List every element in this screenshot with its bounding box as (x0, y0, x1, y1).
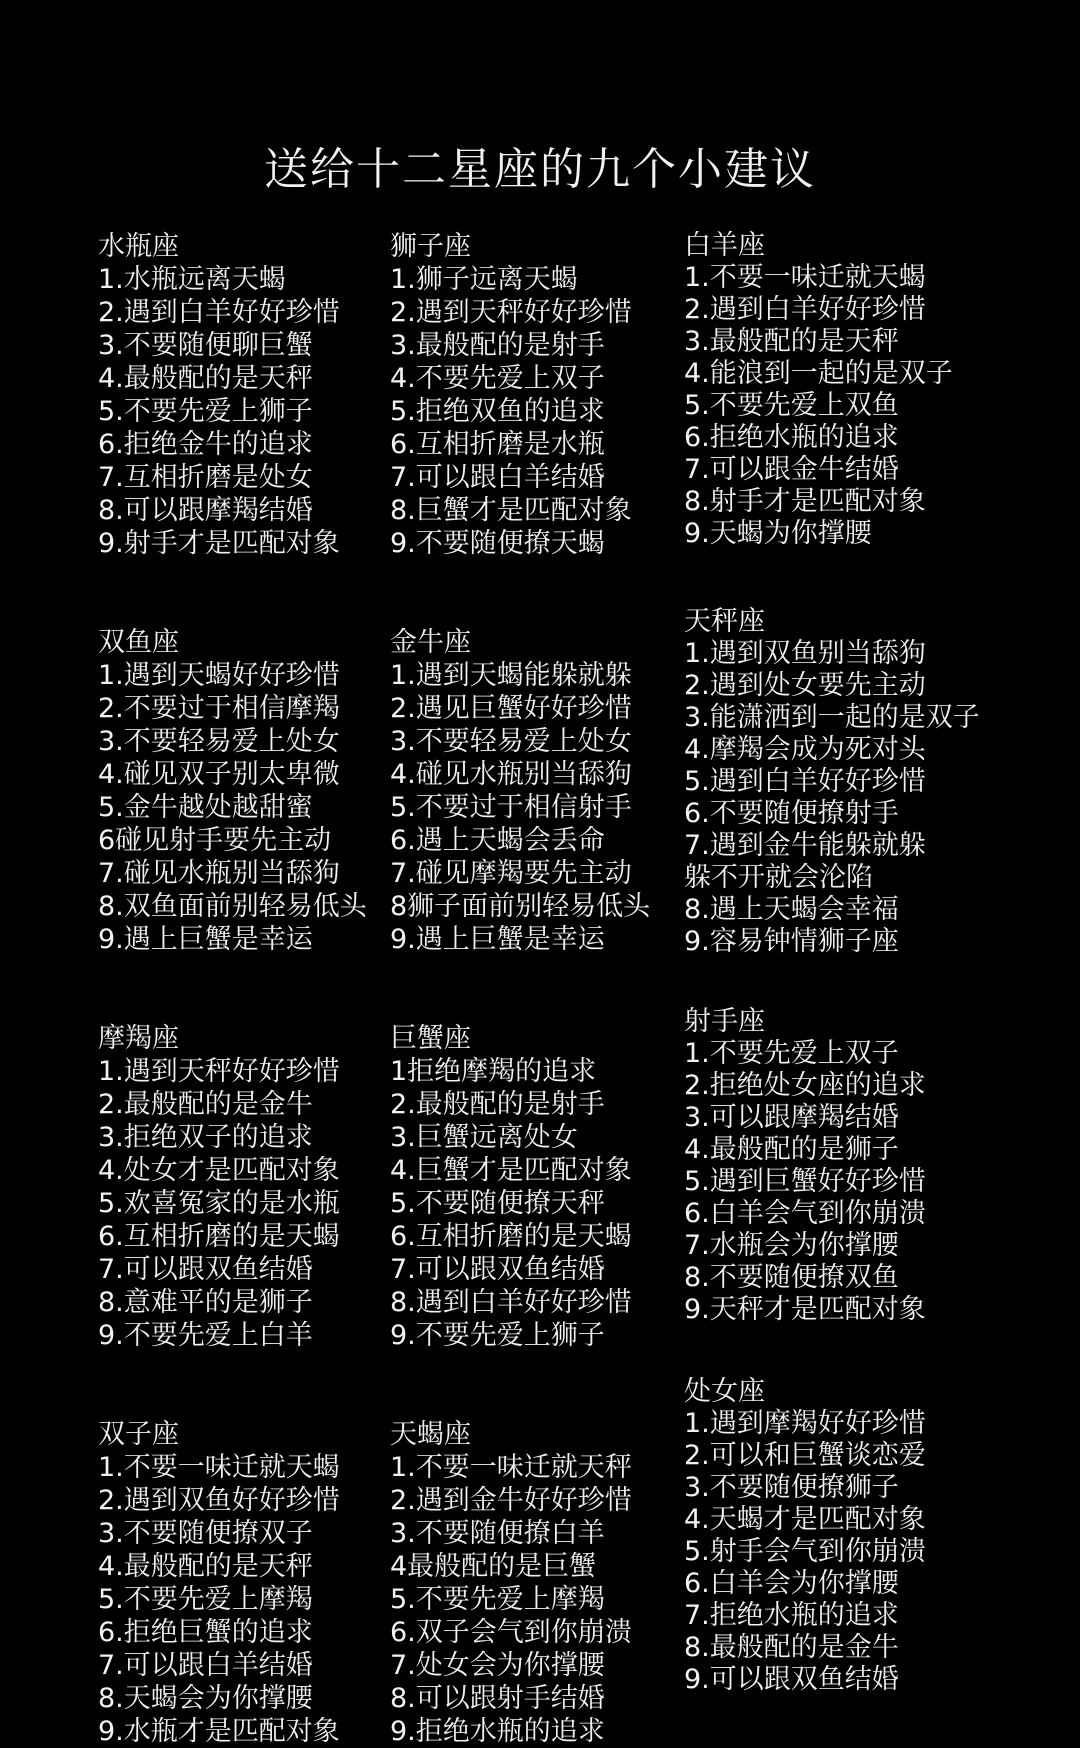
tip-item: 8.巨蟹才是匹配对象 (390, 495, 632, 526)
tip-item: 3.不要轻易爱上处女 (390, 726, 632, 757)
zodiac-block (684, 1376, 980, 1696)
zodiac-block (98, 626, 367, 956)
zodiac-name: 金牛座 (390, 627, 471, 658)
tip-item: 2.遇到天秤好好珍惜 (390, 297, 632, 328)
tip-item: 4.巨蟹才是匹配对象 (390, 1155, 632, 1186)
zodiac-name: 白羊座 (684, 230, 765, 261)
tip-item: 1.遇到摩羯好好珍惜 (684, 1408, 926, 1439)
tip-item: 5.金牛越处越甜蜜 (98, 792, 313, 823)
zodiac-name: 天蝎座 (390, 1419, 471, 1450)
tip-item: 6.拒绝水瓶的追求 (684, 422, 899, 453)
tip-item: 7.遇到金牛能躲就躲 (684, 830, 926, 861)
tip-item: 5.遇到白羊好好珍惜 (684, 766, 926, 797)
tip-item: 7.水瓶会为你撑腰 (684, 1230, 899, 1261)
tip-item: 6.白羊会为你撑腰 (684, 1568, 899, 1599)
tip-item: 8.射手才是匹配对象 (684, 486, 926, 517)
tip-item: 8.不要随便撩双鱼 (684, 1262, 899, 1293)
tip-item: 5.不要先爱上摩羯 (390, 1584, 605, 1615)
tip-item: 5.射手会气到你崩溃 (684, 1536, 926, 1567)
zodiac-block (390, 626, 650, 956)
tip-item: 5.不要先爱上双鱼 (684, 390, 899, 421)
tip-item: 6.互相折磨的是天蝎 (390, 1221, 632, 1252)
tip-item: 7.处女会为你撑腰 (390, 1650, 605, 1681)
tip-item: 4.最般配的是狮子 (684, 1134, 899, 1165)
tip-item: 5.遇到巨蟹好好珍惜 (684, 1166, 926, 1197)
zodiac-block (684, 606, 980, 958)
tip-item: 2.遇到白羊好好珍惜 (98, 297, 340, 328)
tip-item: 6.拒绝巨蟹的追求 (98, 1617, 313, 1648)
tip-item: 1.不要先爱上双子 (684, 1038, 899, 1069)
tip-item: 3.可以跟摩羯结婚 (684, 1102, 899, 1133)
tip-item: 8.可以跟摩羯结婚 (98, 495, 313, 526)
tip-item: 7.碰见摩羯要先主动 (390, 858, 632, 889)
tip-item: 9.天蝎为你撑腰 (684, 518, 872, 549)
tip-item: 5.不要先爱上摩羯 (98, 1584, 313, 1615)
tip-item: 2.遇到白羊好好珍惜 (684, 294, 926, 325)
tip-item: 2.最般配的是射手 (390, 1089, 605, 1120)
tip-item: 8.遇上天蝎会幸福 (684, 894, 899, 925)
tip-item: 8.天蝎会为你撑腰 (98, 1683, 313, 1714)
tip-item: 7.互相折磨是处女 (98, 462, 313, 493)
tip-item: 4.能浪到一起的是双子 (684, 358, 953, 389)
column-2 (390, 230, 650, 1748)
tip-item: 5.不要过于相信射手 (390, 792, 632, 823)
zodiac-name: 双鱼座 (98, 627, 179, 658)
tip-item: 8.可以跟射手结婚 (390, 1683, 605, 1714)
tip-item: 3.能潇洒到一起的是双子 (684, 702, 980, 733)
tip-item: 5.不要先爱上狮子 (98, 396, 313, 427)
tip-item: 4.碰见双子别太卑微 (98, 759, 340, 790)
tip-item: 2.不要过于相信摩羯 (98, 693, 340, 724)
tip-item: 6.互相折磨的是天蝎 (98, 1221, 340, 1252)
tip-item: 3.不要随便撩双子 (98, 1518, 313, 1549)
tip-item: 4.天蝎才是匹配对象 (684, 1504, 926, 1535)
tip-item: 6.拒绝金牛的追求 (98, 429, 313, 460)
zodiac-block (684, 1006, 980, 1326)
tip-item: 4最般配的是巨蟹 (390, 1551, 597, 1582)
tip-item: 1.水瓶远离天蝎 (98, 264, 286, 295)
tip-item: 2.遇见巨蟹好好珍惜 (390, 693, 632, 724)
tip-item: 6.互相折磨是水瓶 (390, 429, 605, 460)
tip-item: 7.碰见水瓶别当舔狗 (98, 858, 340, 889)
tip-item: 2.可以和巨蟹谈恋爱 (684, 1440, 926, 1471)
tip-item: 4.摩羯会成为死对头 (684, 734, 926, 765)
zodiac-block (98, 1022, 367, 1352)
tip-item: 3.最般配的是射手 (390, 330, 605, 361)
tip-item: 4.最般配的是天秤 (98, 363, 313, 394)
tip-item: 2.遇到处女要先主动 (684, 670, 926, 701)
column-3 (684, 230, 980, 1696)
tip-item: 1.遇到天蝎好好珍惜 (98, 660, 340, 691)
tip-item: 6.白羊会气到你崩溃 (684, 1198, 926, 1229)
tip-item: 7.可以跟金牛结婚 (684, 454, 899, 485)
tip-item: 1拒绝摩羯的追求 (390, 1056, 597, 1087)
tip-item: 1.狮子远离天蝎 (390, 264, 578, 295)
tip-item: 2.遇到金牛好好珍惜 (390, 1485, 632, 1516)
zodiac-name: 摩羯座 (98, 1023, 179, 1054)
zodiac-block (98, 230, 367, 560)
tip-item: 5.欢喜冤家的是水瓶 (98, 1188, 340, 1219)
tip-item: 9.不要随便撩天蝎 (390, 528, 605, 559)
tip-item: 1.不要一味迁就天蝎 (684, 262, 926, 293)
tip-item: 1.遇到天蝎能躲就躲 (390, 660, 632, 691)
tip-item: 5.拒绝双鱼的追求 (390, 396, 605, 427)
tip-item: 6碰见射手要先主动 (98, 825, 332, 856)
tip-item: 2.遇到双鱼好好珍惜 (98, 1485, 340, 1516)
tip-item: 4.最般配的是天秤 (98, 1551, 313, 1582)
tip-item: 9.拒绝水瓶的追求 (390, 1716, 605, 1747)
tip-item: 4.碰见水瓶别当舔狗 (390, 759, 632, 790)
tip-item: 7.可以跟白羊结婚 (390, 462, 605, 493)
tip-item: 9.可以跟双鱼结婚 (684, 1664, 899, 1695)
tip-item: 3.不要轻易爱上处女 (98, 726, 340, 757)
zodiac-name: 双子座 (98, 1419, 179, 1450)
zodiac-block (390, 1022, 650, 1352)
tip-item: 1.不要一味迁就天秤 (390, 1452, 632, 1483)
tip-item: 4.处女才是匹配对象 (98, 1155, 340, 1186)
tip-item: 2.最般配的是金牛 (98, 1089, 313, 1120)
tip-item: 9.天秤才是匹配对象 (684, 1294, 926, 1325)
tip-item: 9.容易钟情狮子座 (684, 926, 899, 957)
zodiac-block (98, 1418, 367, 1748)
zodiac-name: 狮子座 (390, 231, 471, 262)
tip-item: 8.最般配的是金牛 (684, 1632, 899, 1663)
tip-item: 7.可以跟双鱼结婚 (98, 1254, 313, 1285)
tip-item: 2.拒绝处女座的追求 (684, 1070, 926, 1101)
tip-item: 9.不要先爱上白羊 (98, 1320, 313, 1351)
tip-item: 8.双鱼面前别轻易低头 (98, 891, 367, 922)
tip-item: 5.不要随便撩天秤 (390, 1188, 605, 1219)
tip-item: 9.遇上巨蟹是幸运 (390, 924, 605, 955)
zodiac-name: 巨蟹座 (390, 1023, 471, 1054)
tip-item: 3.巨蟹远离处女 (390, 1122, 578, 1153)
tip-item: 9.水瓶才是匹配对象 (98, 1716, 340, 1747)
zodiac-block (390, 1418, 650, 1748)
tip-item: 6.遇上天蝎会丢命 (390, 825, 605, 856)
tip-item: 1.遇到双鱼别当舔狗 (684, 638, 926, 669)
tip-item: 3.最般配的是天秤 (684, 326, 899, 357)
tip-item: 3.不要随便撩白羊 (390, 1518, 605, 1549)
tip-item: 1.遇到天秤好好珍惜 (98, 1056, 340, 1087)
tip-item: 9.遇上巨蟹是幸运 (98, 924, 313, 955)
page-title: 送给十二星座的九个小建议 (264, 144, 816, 195)
tip-item: 7.可以跟白羊结婚 (98, 1650, 313, 1681)
zodiac-name: 水瓶座 (98, 231, 179, 262)
zodiac-name: 处女座 (684, 1376, 765, 1407)
tip-item: 7.可以跟双鱼结婚 (390, 1254, 605, 1285)
tip-item: 3.不要随便聊巨蟹 (98, 330, 313, 361)
tip-item: 7.拒绝水瓶的追求 (684, 1600, 899, 1631)
zodiac-block (684, 230, 980, 550)
tip-item: 1.不要一味迁就天蝎 (98, 1452, 340, 1483)
column-1 (98, 230, 367, 1748)
tip-item: 4.不要先爱上双子 (390, 363, 605, 394)
tip-item: 6.双子会气到你崩溃 (390, 1617, 632, 1648)
tip-item: 6.不要随便撩射手 (684, 798, 899, 829)
tip-item: 8狮子面前别轻易低头 (390, 891, 651, 922)
zodiac-name: 射手座 (684, 1006, 765, 1037)
zodiac-block (390, 230, 650, 560)
tip-item: 8.意难平的是狮子 (98, 1287, 313, 1318)
tip-item: 躲不开就会沦陷 (684, 862, 873, 893)
zodiac-name: 天秤座 (684, 606, 765, 637)
tip-item: 9.不要先爱上狮子 (390, 1320, 605, 1351)
tip-item: 3.拒绝双子的追求 (98, 1122, 313, 1153)
tip-item: 9.射手才是匹配对象 (98, 528, 340, 559)
tip-item: 8.遇到白羊好好珍惜 (390, 1287, 632, 1318)
tip-item: 3.不要随便撩狮子 (684, 1472, 899, 1503)
